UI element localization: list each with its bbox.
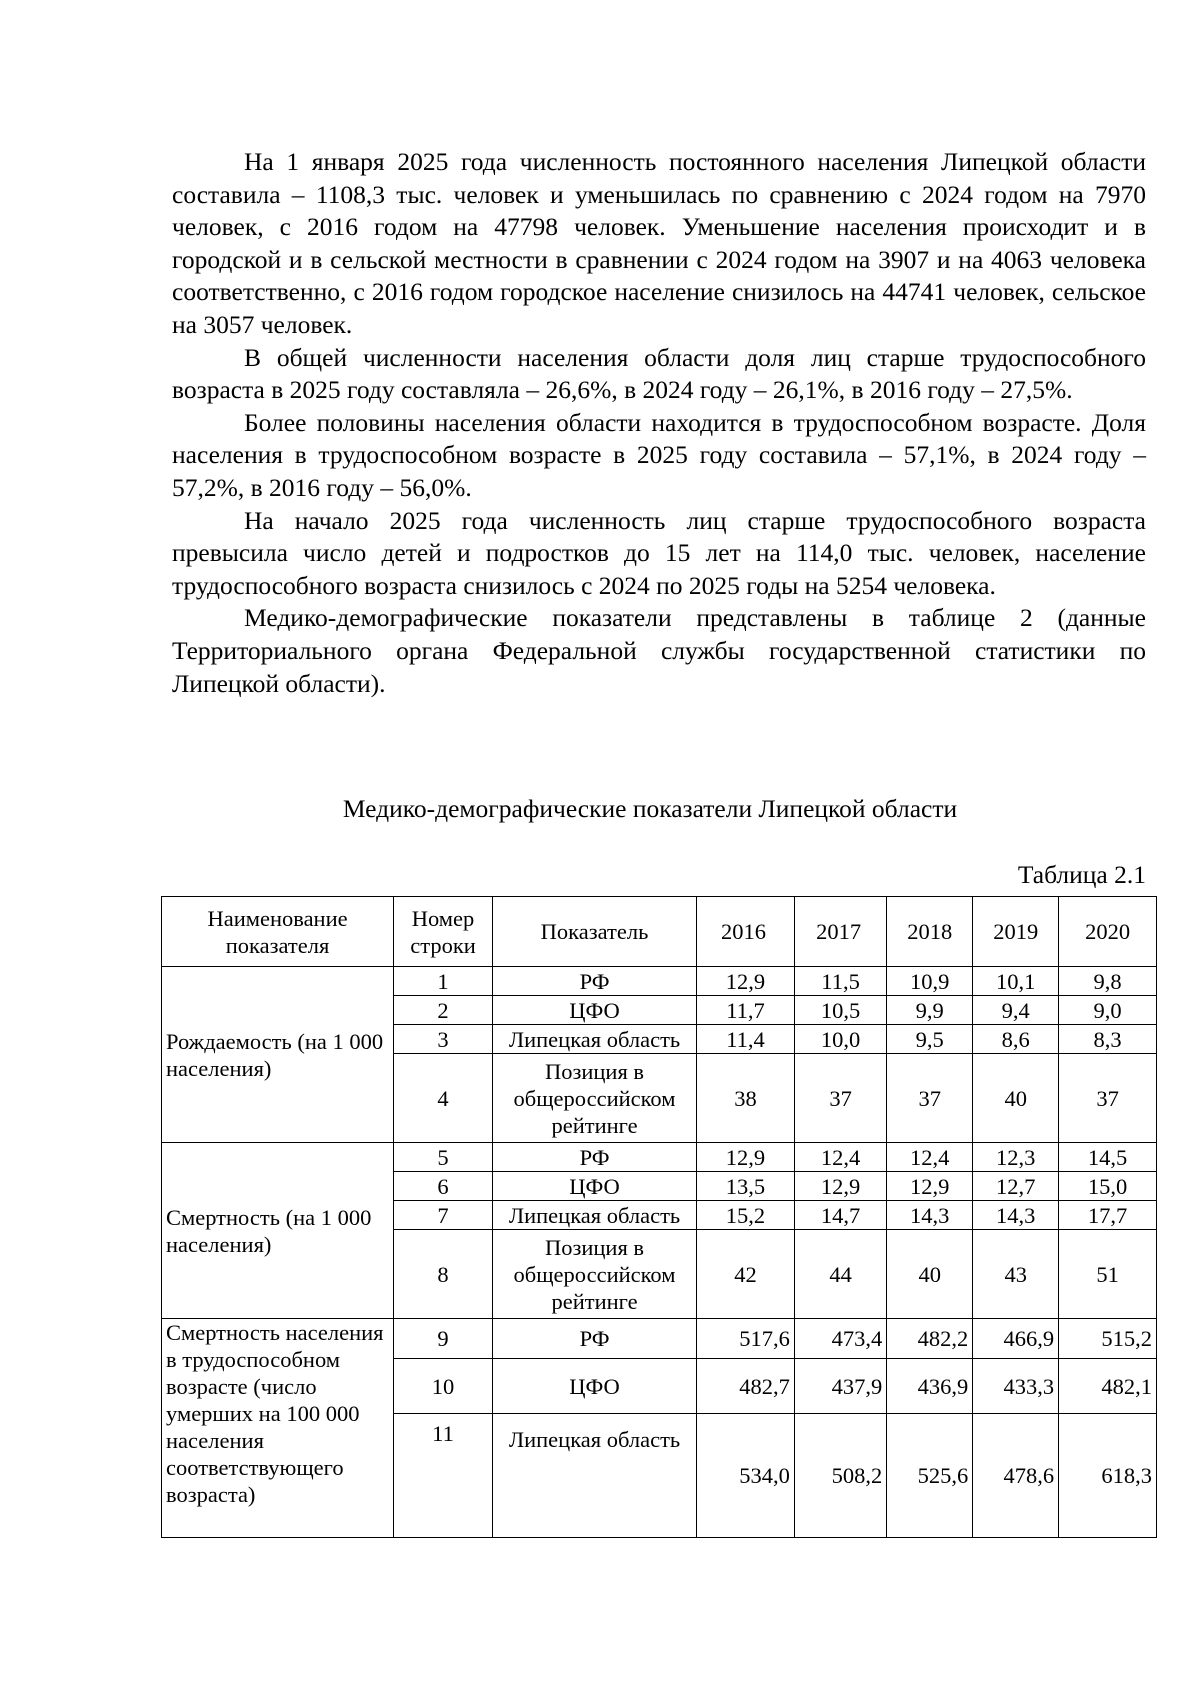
value-cell: 618,3 <box>1059 1414 1157 1538</box>
value-cell: 12,9 <box>697 1143 795 1172</box>
header-year: 2016 <box>697 897 795 967</box>
value-cell: 10,9 <box>887 967 973 996</box>
value-cell: 436,9 <box>887 1359 973 1414</box>
paragraph: В общей численности населения области доля лиц старше трудоспособного возраста в 2025 году составляла – 26,6%, в 2024 году – 26,1%, в 2016 году – 27,5%. <box>172 342 1146 405</box>
value-cell: 14,5 <box>1059 1143 1157 1172</box>
value-cell: 478,6 <box>973 1414 1059 1538</box>
group-name: Смертность (на 1 000 населения) <box>162 1143 394 1319</box>
value-cell: 11,5 <box>794 967 886 996</box>
value-cell: 482,2 <box>887 1319 973 1359</box>
value-cell: 15,2 <box>697 1201 795 1230</box>
value-cell: 515,2 <box>1059 1319 1157 1359</box>
row-number: 4 <box>394 1054 493 1143</box>
paragraph: На начало 2025 года численность лиц старше трудоспособного возраста превысила число детей и подростков до 15 лет на 114,0 тыс. человек, население трудоспособного возраста снизилось с 2024 по 2025 годы на 5254 человека. <box>172 505 1146 600</box>
indicator-cell: Позиция в общероссийском рейтинге <box>492 1054 696 1143</box>
indicator-cell: Липецкая область <box>492 1414 696 1538</box>
row-number: 5 <box>394 1143 493 1172</box>
group-name: Смертность населения в трудоспособном возрасте (число умерших на 100 000 населения соответствующего возраста) <box>162 1319 394 1538</box>
value-cell: 40 <box>887 1230 973 1319</box>
header-name: Наименование показателя <box>162 897 394 967</box>
indicator-cell: Позиция в общероссийском рейтинге <box>492 1230 696 1319</box>
value-cell: 9,0 <box>1059 996 1157 1025</box>
value-cell: 12,4 <box>794 1143 886 1172</box>
body-text <box>172 146 1146 700</box>
value-cell: 12,4 <box>887 1143 973 1172</box>
value-cell: 8,3 <box>1059 1025 1157 1054</box>
value-cell: 10,1 <box>973 967 1059 996</box>
indicator-cell: ЦФО <box>492 996 696 1025</box>
value-cell: 12,9 <box>697 967 795 996</box>
header-year: 2018 <box>887 897 973 967</box>
value-cell: 9,4 <box>973 996 1059 1025</box>
value-cell: 473,4 <box>794 1319 886 1359</box>
value-cell: 525,6 <box>887 1414 973 1538</box>
value-cell: 11,7 <box>697 996 795 1025</box>
indicator-cell: РФ <box>492 1319 696 1359</box>
value-cell: 42 <box>697 1230 795 1319</box>
indicator-cell: ЦФО <box>492 1172 696 1201</box>
value-cell: 38 <box>697 1054 795 1143</box>
value-cell: 10,0 <box>794 1025 886 1054</box>
value-cell: 10,5 <box>794 996 886 1025</box>
header-indicator: Показатель <box>492 897 696 967</box>
row-number: 9 <box>394 1319 493 1359</box>
value-cell: 37 <box>887 1054 973 1143</box>
group-name: Рождаемость (на 1 000 населения) <box>162 967 394 1143</box>
indicator-cell: ЦФО <box>492 1359 696 1414</box>
value-cell: 466,9 <box>973 1319 1059 1359</box>
header-year: 2020 <box>1059 897 1157 967</box>
row-number: 7 <box>394 1201 493 1230</box>
value-cell: 51 <box>1059 1230 1157 1319</box>
value-cell: 9,8 <box>1059 967 1157 996</box>
value-cell: 12,9 <box>794 1172 886 1201</box>
value-cell: 40 <box>973 1054 1059 1143</box>
value-cell: 8,6 <box>973 1025 1059 1054</box>
value-cell: 437,9 <box>794 1359 886 1414</box>
value-cell: 37 <box>1059 1054 1157 1143</box>
value-cell: 534,0 <box>697 1414 795 1538</box>
value-cell: 517,6 <box>697 1319 795 1359</box>
value-cell: 11,4 <box>697 1025 795 1054</box>
paragraph: Медико-демографические показатели представлены в таблице 2 (данные Территориального органа Федеральной службы государственной статистики по Липецкой области). <box>172 603 1146 698</box>
row-number: 10 <box>394 1359 493 1414</box>
value-cell: 14,3 <box>973 1201 1059 1230</box>
indicator-cell: Липецкая область <box>492 1201 696 1230</box>
value-cell: 13,5 <box>697 1172 795 1201</box>
row-number: 1 <box>394 967 493 996</box>
row-number: 2 <box>394 996 493 1025</box>
value-cell: 12,3 <box>973 1143 1059 1172</box>
indicator-cell: Липецкая область <box>492 1025 696 1054</box>
row-number: 6 <box>394 1172 493 1201</box>
value-cell: 44 <box>794 1230 886 1319</box>
value-cell: 508,2 <box>794 1414 886 1538</box>
value-cell: 17,7 <box>1059 1201 1157 1230</box>
header-year: 2019 <box>973 897 1059 967</box>
value-cell: 15,0 <box>1059 1172 1157 1201</box>
value-cell: 9,9 <box>887 996 973 1025</box>
paragraph: На 1 января 2025 года численность постоянного населения Липецкой области составила – 1108,3 тыс. человек и уменьшилась по сравнению с 2024 годом на 7970 человек, с 2016 годом на 47798 человек. Уменьшение населения происходит и в городской и в сельской местности в сравнении с 2024 годом на 3907 и на 4063 человека соответственно, с 2016 годом городское население снизилось на 44741 человек, сельское на 3057 человек. <box>172 147 1146 339</box>
stats-table <box>161 896 1157 1538</box>
indicator-cell: РФ <box>492 1143 696 1172</box>
value-cell: 43 <box>973 1230 1059 1319</box>
indicator-cell: РФ <box>492 967 696 996</box>
value-cell: 12,7 <box>973 1172 1059 1201</box>
table-title: Медико-демографические показатели Липецкой области <box>342 794 958 823</box>
value-cell: 482,7 <box>697 1359 795 1414</box>
header-row-number: Номер строки <box>394 897 493 967</box>
value-cell: 14,7 <box>794 1201 886 1230</box>
value-cell: 37 <box>794 1054 886 1143</box>
paragraph: Более половины населения области находится в трудоспособном возрасте. Доля населения в трудоспособном возрасте в 2025 году составила – 57,1%, в 2024 году – 57,2%, в 2016 году – 56,0%. <box>172 407 1146 502</box>
row-number: 11 <box>394 1414 493 1538</box>
header-year: 2017 <box>794 897 886 967</box>
value-cell: 482,1 <box>1059 1359 1157 1414</box>
table-row <box>162 1319 1157 1359</box>
header-row <box>162 897 1157 967</box>
row-number: 3 <box>394 1025 493 1054</box>
value-cell: 14,3 <box>887 1201 973 1230</box>
table-row <box>162 967 1157 996</box>
row-number: 8 <box>394 1230 493 1319</box>
value-cell: 433,3 <box>973 1359 1059 1414</box>
table-row <box>162 1143 1157 1172</box>
value-cell: 9,5 <box>887 1025 973 1054</box>
table-label: Таблица 2.1 <box>1017 860 1146 889</box>
value-cell: 12,9 <box>887 1172 973 1201</box>
